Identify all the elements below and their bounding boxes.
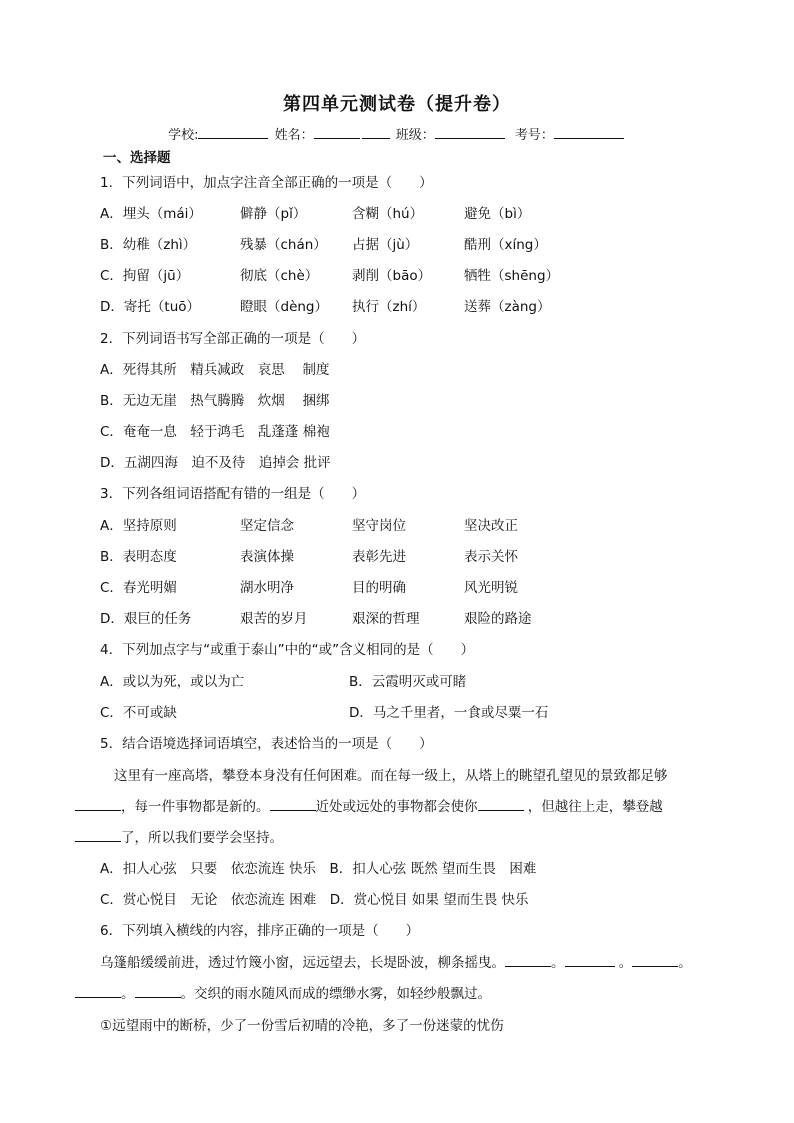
q6-blank-1[interactable] <box>505 953 551 967</box>
q5-blank-2[interactable] <box>270 797 316 811</box>
q4-c: C．不可或缺 <box>100 705 177 721</box>
q1-b-1: B．幼稚（zhì） <box>100 237 197 253</box>
q6-p2-text: 。交织的雨水随风而成的缥缈水雾，如轻纱般飘过。 <box>180 986 491 1002</box>
q3-d-3: 艰深的哲理 <box>352 611 420 627</box>
q1-a-4: 避免（bì） <box>464 206 531 222</box>
q1-a-2: 僻静（pǐ） <box>240 206 307 222</box>
exam-no-blank[interactable] <box>554 126 624 139</box>
question-2-stem: 2．下列词语书写全部正确的一项是（ ） <box>100 331 366 347</box>
q3-a-2: 坚定信念 <box>240 518 294 534</box>
q3-b-1: B．表明态度 <box>100 549 177 565</box>
q6-p1-text: 乌篷船缓缓前进，透过竹篾小窗，远远望去，长堤卧波，柳条摇曳。 <box>100 955 505 971</box>
q6-passage-line-1: 乌篷船缓缓前进，透过竹篾小窗，远远望去，长堤卧波，柳条摇曳。 。 。 。 <box>100 955 692 971</box>
q1-c-3: 剥削（bāo） <box>352 268 432 284</box>
school-label: 学校: <box>168 128 199 143</box>
q3-c-2: 湖水明净 <box>240 580 294 596</box>
q3-a-1: A．坚持原则 <box>100 518 177 534</box>
school-blank[interactable] <box>198 126 268 139</box>
q4-a: A．或以为死，或以为亡 <box>100 674 245 690</box>
q2-option-a: A．死得其所 精兵减政 哀思 制度 <box>100 362 330 378</box>
student-info-line <box>0 124 794 143</box>
q6-passage-line-2: 。 。交织的雨水随风而成的缥缈水雾，如轻纱般飘过。 <box>75 982 491 1002</box>
q1-d-4: 送葬（zàng） <box>464 299 551 315</box>
q5-p2-part-a: ，每一件事物都是新的。 <box>121 799 270 815</box>
q5-blank-3[interactable] <box>478 797 524 811</box>
q6-blank-4[interactable] <box>75 984 121 998</box>
q1-c-2: 彻底（chè） <box>240 268 319 284</box>
page-title: 第四单元测试卷（提升卷） <box>283 94 511 115</box>
q4-d: D．马之千里者，一食或尽粟一石 <box>349 705 549 721</box>
name-blank[interactable] <box>314 126 360 139</box>
q2-option-d: D．五湖四海 迫不及待 追掉会 批评 <box>100 455 331 471</box>
q3-d-2: 艰苦的岁月 <box>240 611 308 627</box>
q1-c-1: C．拘留（jū） <box>100 268 190 284</box>
q1-b-2: 残暴（chán） <box>240 237 327 253</box>
q1-d-2: 瞪眼（dèng） <box>240 299 329 315</box>
q3-b-3: 表彰先进 <box>352 549 406 565</box>
q6-blank-5[interactable] <box>135 984 181 998</box>
q3-d-4: 艰险的路途 <box>464 611 532 627</box>
q3-b-2: 表演体操 <box>240 549 294 565</box>
q1-d-1: D．寄托（tuō） <box>100 299 201 315</box>
q6-item-1: ①远望雨中的断桥，少了一份雪后初晴的冷艳，多了一份迷蒙的忧伤 <box>100 1018 504 1034</box>
class-blank[interactable] <box>435 126 505 139</box>
q5-p2-part-b: 近处或远处的事物都会使你 <box>315 799 478 815</box>
q1-a-3: 含糊（hú） <box>352 206 424 222</box>
q1-a-1: A．埋头（mái） <box>100 206 202 222</box>
q5-p3-text: 了，所以我们要学会坚持。 <box>121 830 283 846</box>
q4-b: B．云霞明灭或可睹 <box>349 674 467 690</box>
question-5-stem: 5．结合语境选择词语填空，表述恰当的一项是（ ） <box>100 736 433 752</box>
name-label: 姓名： <box>274 128 314 143</box>
question-6-stem: 6．下列填入横线的内容，排序正确的一项是（ ） <box>100 923 420 939</box>
q5-passage-line-2 <box>75 795 663 815</box>
name-blank-2[interactable] <box>362 126 390 139</box>
question-1-stem: 1．下列词语中，加点字注音全部正确的一项是（ ） <box>100 175 433 191</box>
q1-b-4: 酷刑（xíng） <box>464 237 547 253</box>
q3-c-3: 目的明确 <box>352 580 406 596</box>
q5-passage-line-1: 这里有一座高塔，攀登本身没有任何困难。而在每一级上，从塔上的眺望孔望见的景致都足够 <box>114 768 668 784</box>
q6-blank-2[interactable] <box>565 953 615 967</box>
q5-blank-1[interactable] <box>75 797 121 811</box>
q3-b-4: 表示关怀 <box>464 549 518 565</box>
q1-c-4: 牺牲（shēng） <box>464 268 560 284</box>
q2-option-c: C．奄奄一息 轻于鸿毛 乱蓬蓬 棉袍 <box>100 424 330 440</box>
q3-a-4: 坚决改正 <box>464 518 518 534</box>
q2-option-b: B．无边无崖 热气腾腾 炊烟 捆绑 <box>100 393 330 409</box>
q1-b-3: 占据（jù） <box>352 237 419 253</box>
q3-c-4: 风光明锐 <box>464 580 518 596</box>
q5-p2-part-c: ，但越往上走，攀登越 <box>527 799 663 815</box>
q5-option-row-ab: A．扣人心弦 只要 依恋流连 快乐 B．扣人心弦 既然 望而生畏 困难 <box>100 861 537 877</box>
q5-blank-4[interactable] <box>75 828 121 842</box>
q1-d-3: 执行（zhí） <box>352 299 426 315</box>
question-4-stem: 4．下列加点字与“或重于泰山”中的“或”含义相同的是（ ） <box>100 642 475 658</box>
exam-no-label: 考号： <box>514 128 554 143</box>
question-3-stem: 3．下列各组词语搭配有错的一组是（ ） <box>100 486 366 502</box>
class-label: 班级： <box>395 128 435 143</box>
q5-passage-line-3 <box>75 826 283 846</box>
q3-a-3: 坚守岗位 <box>352 518 406 534</box>
q3-c-1: C．春光明媚 <box>100 580 177 596</box>
q5-option-row-cd: C．赏心悦目 无论 依恋流连 困难 D．赏心悦目 如果 望而生畏 快乐 <box>100 892 529 908</box>
q3-d-1: D．艰巨的任务 <box>100 611 192 627</box>
q6-blank-3[interactable] <box>632 953 678 967</box>
section-heading: 一、选择题 <box>103 150 171 166</box>
